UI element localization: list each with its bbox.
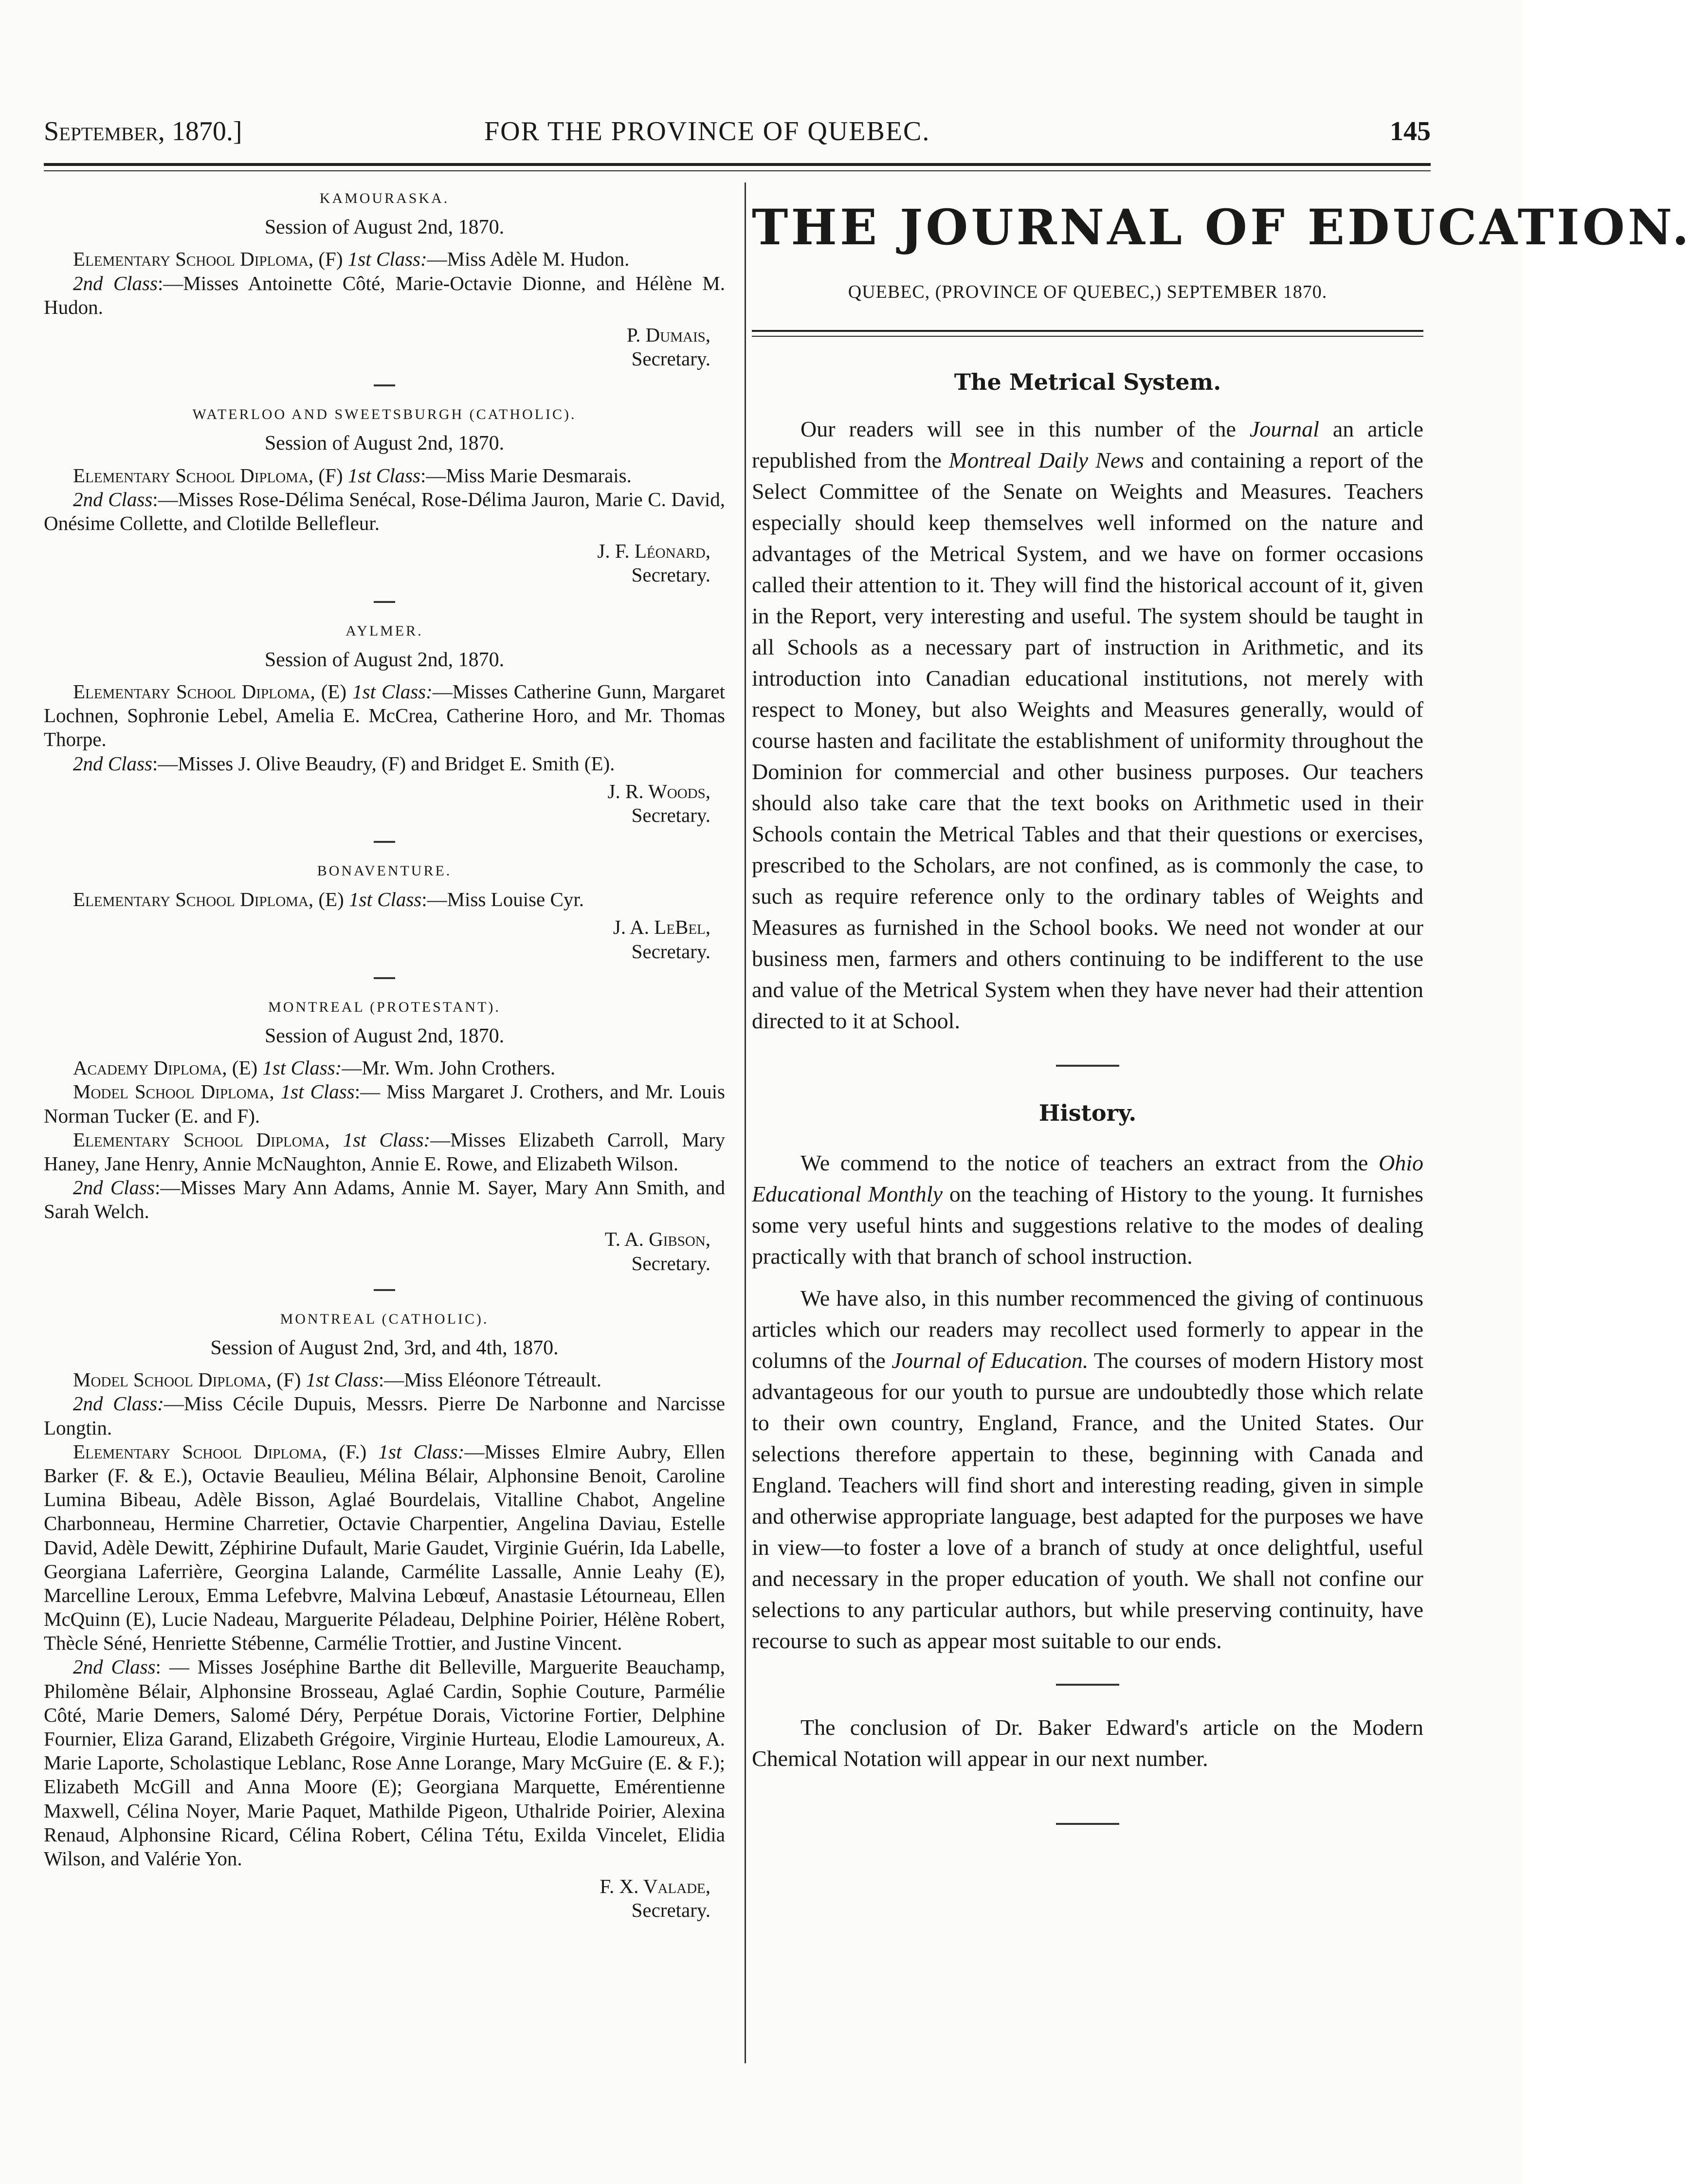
secretary-name: J. A. LeBel, — [613, 916, 710, 939]
session-date: Session of August 2nd, 1870. — [264, 432, 505, 455]
diploma-entry — [44, 464, 725, 488]
secretary-title: Secretary. — [631, 564, 710, 586]
section-place: KAMOURASKA. — [319, 190, 450, 206]
diploma-entry — [44, 1128, 725, 1176]
diploma-entry — [44, 1176, 725, 1223]
section-place: BONAVENTURE. — [317, 863, 452, 879]
class-label: 2nd Class — [73, 752, 152, 775]
secretary-title: Secretary. — [631, 1899, 710, 1922]
diploma-label: Elementary School Diploma, (F) — [73, 464, 343, 487]
diploma-label: Elementary School Diploma, (E) — [73, 888, 344, 911]
journal-dateline: QUEBEC, (PROVINCE OF QUEBEC,) SEPTEMBER 1870. — [848, 282, 1328, 302]
entry-names: :—Miss Marie Desmarais. — [420, 464, 632, 487]
secretary-name: P. Dumais, — [626, 323, 710, 346]
entry-names: : — Misses Joséphine Barthe dit Belleville, Marguerite Beauchamp, Philomène Bélair, Alphonsine Brosseau, Aglaé Cardin, Sophie Couture, Parmélie Côté, Marie Demers, Salomé Déry, Perpétue Dorais, Victorine Fortier, Delphine Fournier, Eliza Garand, Elizabeth Grégoire, Virginie Hurteau, Elodie Lamoureux, A. Marie Laporte, Scholastique Leblanc, Rose Anne Lorange, Mary McGuire (E. & F.); Elizabeth McGill and Anna Moore (E); Georgiana Marquette, Emérentienne Maxwell, Célina Noyer, Marie Paquet, Mathilde Pigeon, Uthalride Poirier, Alexina Renaud, Alphonsine Ricard, Célina Robert, Célina Tétu, Exilda Vincelet, Elidia Wilson, and Valérie Yon. — [44, 1656, 726, 1870]
diploma-entry — [44, 1056, 725, 1080]
class-label: 1st Class: — [347, 248, 427, 271]
class-label: 1st Class — [280, 1080, 355, 1103]
section-separator — [374, 841, 395, 843]
secretary-signature — [44, 1227, 725, 1275]
section-montreal-protestant — [44, 999, 725, 1291]
session-date: Session of August 2nd, 3rd, and 4th, 1870. — [210, 1336, 559, 1359]
secretary-signature — [44, 539, 725, 587]
section-kamouraska — [44, 190, 725, 386]
section-separator — [1056, 1823, 1119, 1825]
diploma-label: Elementary School Diploma, — [73, 1128, 330, 1151]
editorial-column — [752, 185, 1692, 1825]
history-heading: History. — [1038, 1100, 1137, 1126]
column-divider — [745, 182, 746, 2063]
secretary-title: Secretary. — [631, 1252, 710, 1274]
diploma-entry — [44, 1368, 725, 1392]
running-head-title: FOR THE PROVINCE OF QUEBEC. — [484, 116, 930, 146]
text-run: Our readers will see in this number of the — [801, 417, 1236, 441]
entry-names: —Misses Elmire Aubry, Ellen Barker (F. & E.), Octavie Beaulieu, Mélina Bélair, Alphonsine Benoit, Caroline Lumina Bibeau, Adèle Bisson, Aglaé Bourdelais, Vitalline Chabot, Angeline Charbonneau, Hermine Charretier, Octavie Charpentier, Angelina Daviau, Estelle David, Adèle Dewitt, Zéphirine Dufault, Marie Gaudet, Virginie Guérin, Ida Labelle, Georgiana Laferrière, Georgina Lalande, Carmélite Lassalle, Annie Leahy (E), Marcelline Leroux, Emma Lefebvre, Malvina Lebœuf, Anastasie Létourneau, Ellen McQuinn (E), Lucie Nadeau, Marguerite Péladeau, Delphine Poirier, Hélène Robert, Thècle Séné, Henriette Stébenne, Carmélie Trottier, and Justine Vincent. — [44, 1440, 726, 1655]
text-run: on the teaching of History to the young. It furnishes some very useful hints and suggestions relative to the modes of dealing practically with that branch of school instruction. — [752, 1182, 1424, 1269]
entry-names: :— Miss Margaret J. Crothers, and Mr. Louis Norman Tucker (E. and F). — [44, 1080, 725, 1127]
header-rule-thin — [44, 170, 1431, 171]
entry-names: :—Misses Rose-Délima Senécal, Rose-Délima Jauron, Marie C. David, Onésime Collette, and Clotilde Bellefleur. — [44, 488, 725, 535]
entry-names: :—Misses Antoinette Côté, Marie-Octavie Dionne, and Hélène M. Hudon. — [44, 272, 725, 318]
entry-names: —Miss Cécile Dupuis, Messrs. Pierre De Narbonne and Narcisse Longtin. — [44, 1392, 725, 1439]
class-label: 1st Class: — [262, 1056, 342, 1079]
running-head-date: September, 1870.] — [44, 116, 242, 146]
diploma-entry — [44, 488, 725, 535]
running-head — [44, 116, 1431, 155]
section-separator — [374, 384, 395, 386]
diploma-label: Elementary School Diploma, (F) — [73, 248, 343, 271]
diploma-label: Elementary School Diploma, (F.) — [73, 1440, 367, 1463]
section-montreal-catholic — [44, 1310, 725, 1923]
metrical-system-paragraph — [752, 414, 1423, 1037]
magazine-name: Ohio Educational Monthly — [752, 1150, 1424, 1206]
text-run: and containing a report of the Select Committee of the Senate on Weights and Measures. Teachers especially should keep themselves well informed on the nature and advantages of the Metrical System, and we have on former occasions called their attention to it. They will find the historical account of it, given in the Report, very interesting and useful. The system should be taught in all Schools as a necessary part of instruction in Arithmetic, and its introduction into Canadian educational institutions, not merely with respect to Money, but also Weights and Measures generally, would of course hasten and facilitate the establishment of uniformity throughout the Dominion for commercial and other business purposes. Our teachers should also take care that the text books on Arithmetic used in their Schools contain the Metrical Tables and that their questions or exercises, prescribed to the Scholars, are not confined, as is commonly the case, to such as require reference only to the ordinary tables of Weights and Measures as furnished in the School books. We need not wonder at our business men, farmers and others continuing to be indifferent to the use and value of the Metrical System when they have never had their attention directed to it at School. — [752, 448, 1424, 1033]
diploma-label: Elementary School Diploma, (E) — [73, 680, 347, 703]
diploma-entry — [44, 1080, 725, 1128]
secretary-title: Secretary. — [631, 347, 710, 370]
class-label: 2nd Class: — [73, 1392, 164, 1415]
title-rule-thin — [752, 336, 1423, 337]
section-waterloo — [44, 406, 725, 602]
class-label: 2nd Class — [73, 272, 158, 294]
secretary-signature — [44, 1875, 725, 1922]
secretary-title: Secretary. — [631, 803, 710, 826]
entry-names: :—Misses J. Olive Beaudry, (F) and Bridget E. Smith (E). — [152, 752, 615, 775]
section-separator — [374, 1289, 395, 1291]
diploma-entry — [44, 1392, 725, 1439]
section-place: MONTREAL (CATHOLIC). — [280, 1310, 489, 1327]
secretary-name: T. A. Gibson, — [604, 1228, 710, 1251]
diploma-entry — [44, 1440, 725, 1656]
class-label: 2nd Class — [73, 488, 153, 510]
session-date: Session of August 2nd, 1870. — [264, 1024, 505, 1047]
journal-title: THE JOURNAL OF EDUCATION. — [752, 199, 1692, 256]
section-separator — [374, 977, 395, 979]
section-separator — [1056, 1065, 1119, 1067]
entry-names: —Misses Catherine Gunn, Margaret Lochnen, Sophronie Lebel, Amelia E. McCrea, Catherine Horo, and Mr. Thomas Thorpe. — [44, 680, 725, 751]
class-label: 1st Class — [306, 1368, 379, 1391]
class-label: 1st Class: — [352, 680, 433, 703]
secretary-signature — [44, 780, 725, 827]
journal-name: Journal of Education. — [891, 1348, 1089, 1373]
section-separator — [374, 601, 395, 603]
secretary-name: J. F. Léonard, — [597, 540, 710, 563]
secretary-title: Secretary. — [631, 940, 710, 963]
diploma-label: Model School Diploma, — [73, 1080, 274, 1103]
secretary-signature — [44, 323, 725, 371]
text-run: We have also, in this number recommenced the giving of continuous articles which our readers may recollect used formerly to appear in the columns of the — [752, 1286, 1423, 1373]
notice-paragraph: The conclusion of Dr. Baker Edward's article on the Modern Chemical Notation will appear in our next number. — [752, 1715, 1423, 1771]
section-aylmer — [44, 622, 725, 843]
diploma-entry — [44, 888, 725, 911]
session-date: Session of August 2nd, 1870. — [264, 216, 505, 238]
entry-names: :—Misses Mary Ann Adams, Annie M. Sayer, Mary Ann Smith, and Sarah Welch. — [44, 1176, 725, 1223]
entry-names: —Miss Adèle M. Hudon. — [427, 248, 630, 271]
header-rule-thick — [44, 163, 1431, 166]
text-run: The courses of modern History most advantageous for our youth to pursue are undoubtedly those which relate to their own country, England, France, and the United States. Our selections therefore appertain to these, beginning with Canada and England. Teachers will find short and interesting reading, given in simple and otherwise appropriate language, best adapted for the purposes we have in view—to foster a love of a branch of study at once delightful, useful and necessary in the proper education of youth. We shall not confine our selections to any particular authors, but while preserving continuity, have recourse to such as appear most suitable to our ends. — [752, 1348, 1424, 1653]
class-label: 1st Class: — [378, 1440, 465, 1463]
title-rule-thick — [752, 330, 1423, 332]
diploma-label: Academy Diploma, (E) — [73, 1056, 258, 1079]
section-place: AYLMER. — [346, 622, 423, 639]
class-label: 2nd Class — [73, 1176, 155, 1199]
secretary-name: J. R. Woods, — [607, 780, 710, 802]
section-separator — [1056, 1684, 1119, 1686]
history-paragraph — [752, 1283, 1423, 1656]
journal-name: Journal — [1249, 417, 1319, 441]
history-paragraph — [752, 1147, 1423, 1272]
entry-names: —Misses Elizabeth Carroll, Mary Haney, Jane Henry, Annie McNaughton, Annie E. Rowe, and Elizabeth Wilson. — [44, 1128, 725, 1175]
newspaper-name: Montreal Daily News — [948, 448, 1144, 473]
class-label: 1st Class: — [343, 1128, 431, 1151]
section-place: WATERLOO AND SWEETSBURGH (CATHOLIC). — [192, 406, 577, 423]
class-label: 1st Class — [349, 888, 422, 911]
diploma-entry — [44, 1655, 725, 1871]
diploma-entry — [44, 247, 725, 271]
diploma-entry — [44, 680, 725, 752]
diploma-lists-column — [44, 185, 725, 1942]
section-bonaventure — [44, 862, 725, 979]
metrical-system-heading: The Metrical System. — [954, 369, 1221, 395]
diploma-label: Model School Diploma, (F) — [73, 1368, 301, 1391]
text-run: an article republished from the — [752, 417, 1424, 473]
diploma-entry — [44, 272, 725, 319]
class-label: 2nd Class — [73, 1656, 156, 1678]
entry-names: :—Miss Eléonore Tétreault. — [378, 1368, 601, 1391]
section-place: MONTREAL (PROTESTANT). — [268, 999, 501, 1015]
class-label: 1st Class — [347, 464, 421, 487]
diploma-entry — [44, 752, 725, 776]
secretary-name: F. X. Valade, — [600, 1875, 710, 1898]
secretary-signature — [44, 915, 725, 963]
text-run: We commend to the notice of teachers an extract from the — [801, 1150, 1368, 1175]
entry-names: —Mr. Wm. John Crothers. — [342, 1056, 556, 1079]
page-number: 145 — [1390, 116, 1431, 146]
entry-names: :—Miss Louise Cyr. — [421, 888, 584, 911]
session-date: Session of August 2nd, 1870. — [264, 648, 505, 671]
